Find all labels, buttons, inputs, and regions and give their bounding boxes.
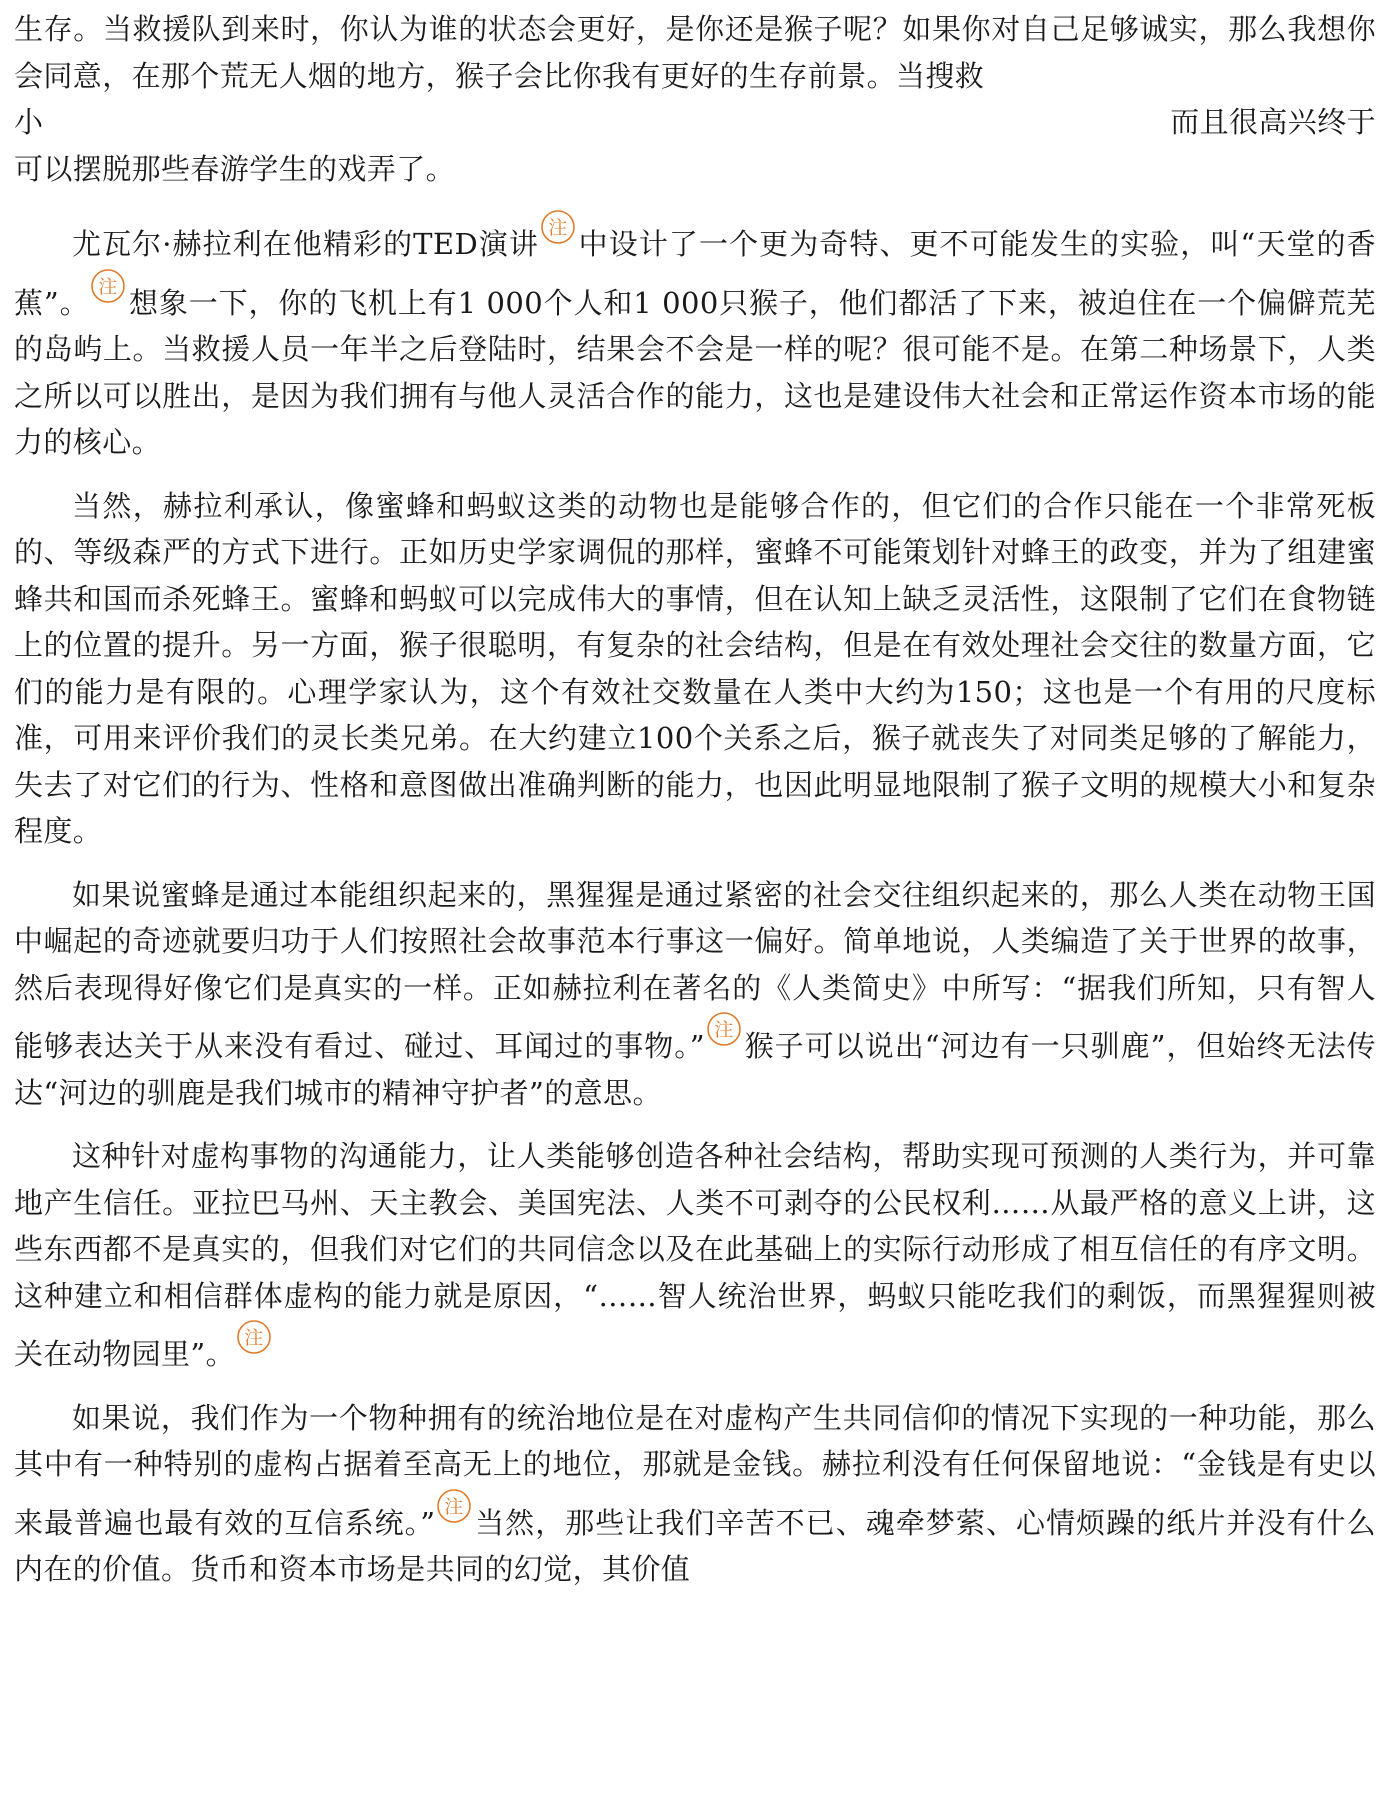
footnote-label: 注 [98, 275, 119, 298]
footnote-label: 注 [548, 217, 568, 239]
paragraph-text: 猴子可以说出“河边有一只驯鹿”，但始终无法传达“河边的驯鹿是我们城市的精神守护者”的意思。 [14, 1029, 1376, 1110]
footnote-icon [540, 209, 576, 245]
document-page [14, 6, 1376, 1610]
paragraph-text: 这种针对虚构事物的沟通能力，让人类能够创造各种社会结构，帮助实现可预测的人类行为，并可靠地产生信任。亚拉巴马州、天主教会、美国宪法、人类不可剥夺的公民权利……从最严格的意义上讲，这些东西都不是真实的，但我们对它们的共同信念以及在此基础上的实际行动形成了相互信任的有序文明。这种建立和相信群体虚构的能力就是原因，“……智人统治世界，蚂蚁只能吃我们的剩饭，而黑猩猩则被关在动物园里”。 [14, 1139, 1376, 1371]
paragraph-text: 如果说蜜蜂是通过本能组织起来的，黑猩猩是通过紧密的社会交往组织起来的，那么人类在动物王国中崛起的奇迹就要归功于人们按照社会故事范本行事这一偏好。简单地说，人类编造了关于世界的故事，然后表现得好像它们是真实的一样。正如赫拉利在著名的《人类简史》中所写：“据我们所知，只有智人能够表达关于从来没有看过、碰过、耳闻过的事物。” [14, 877, 1376, 1063]
paragraph-ted-talk [14, 209, 1376, 466]
footnote-label: 注 [244, 1327, 264, 1349]
footnote-icon [706, 1011, 742, 1047]
obscured-line [14, 99, 1376, 146]
footnote-marker[interactable] [706, 1011, 742, 1047]
paragraph-text: 如果说，我们作为一个物种拥有的统治地位是在对虚构产生共同信仰的情况下实现的一种功能，那么其中有一种特别的虚构占据着至高无上的地位，那就是金钱。赫拉利没有任何保留地说：“金钱是有史以来最普遍也最有效的互信系统。” [14, 1400, 1376, 1540]
paragraph-text: 想象一下，你的飞机上有1 000个人和1 000只猴子，他们都活了下来，被迫住在一个偏僻荒芜的岛屿上。当救援人员一年半之后登陆时，结果会不会是一样的呢？很可能不是。在第二种场景下，人类之所以可以胜出，是因为我们拥有与他人灵活合作的能力，这也是建设伟大社会和正常运作资本市场的能力的核心。 [14, 285, 1376, 459]
footnote-label: 注 [714, 1019, 734, 1041]
footnote-marker[interactable] [236, 1319, 272, 1355]
paragraph-intro [14, 6, 1376, 192]
footnote-marker[interactable] [436, 1488, 472, 1524]
footnote-icon [436, 1488, 472, 1524]
footnote-marker[interactable] [540, 209, 576, 245]
paragraph-text: 中设计了一个更为奇特、更不可能发生的实验，叫“天堂的香蕉”。 [14, 227, 1376, 320]
paragraph-communication [14, 1133, 1376, 1378]
paragraph-text: 生存。当救援队到来时，你认为谁的状态会更好，是你还是猴子呢？如果你对自己足够诚实，那么我想你会同意，在那个荒无人烟的地方，猴子会比你我有更好的生存前景。当搜救 [14, 12, 1376, 93]
paragraph-bees-ants [14, 483, 1376, 855]
paragraph-text: 可以摆脱那些春游学生的戏弄了。 [14, 151, 456, 186]
line-fragment-left: 小 [14, 105, 44, 139]
line-fragment-right: 而且很高兴终于 [1170, 105, 1376, 139]
paragraph-text: 尤瓦尔·赫拉利在他精彩的TED演讲 [72, 227, 539, 261]
paragraph-text: 当然，赫拉利承认，像蜜蜂和蚂蚁这类的动物也是能够合作的，但它们的合作只能在一个非常死板的、等级森严的方式下进行。正如历史学家调侃的那样，蜜蜂不可能策划针对蜂王的政变，并为了组建蜜蜂共和国而杀死蜂王。蜜蜂和蚂蚁可以完成伟大的事情，但在认知上缺乏灵活性，这限制了它们在食物链上的位置的提升。另一方面，猴子很聪明，有复杂的社会结构，但是在有效处理社会交往的数量方面，它们的能力是有限的。心理学家认为，这个有效社交数量在人类中大约为150；这也是一个有用的尺度标准，可用来评价我们的灵长类兄弟。在大约建立100个关系之后，猴子就丧失了对同类足够的了解能力，失去了对它们的行为、性格和意图做出准确判断的能力，也因此明显地限制了猴子文明的规模大小和复杂程度。 [14, 488, 1376, 848]
footnote-label: 注 [444, 1495, 465, 1518]
paragraph-fiction [14, 872, 1376, 1117]
footnote-icon [90, 268, 126, 304]
paragraph-money [14, 1395, 1376, 1593]
footnote-marker[interactable] [90, 268, 126, 304]
footnote-icon [236, 1319, 272, 1355]
paragraph-text: 当然，那些让我们辛苦不已、魂牵梦萦、心情烦躁的纸片并没有什么内在的价值。货币和资本市场是共同的幻觉，其价值 [14, 1505, 1376, 1586]
